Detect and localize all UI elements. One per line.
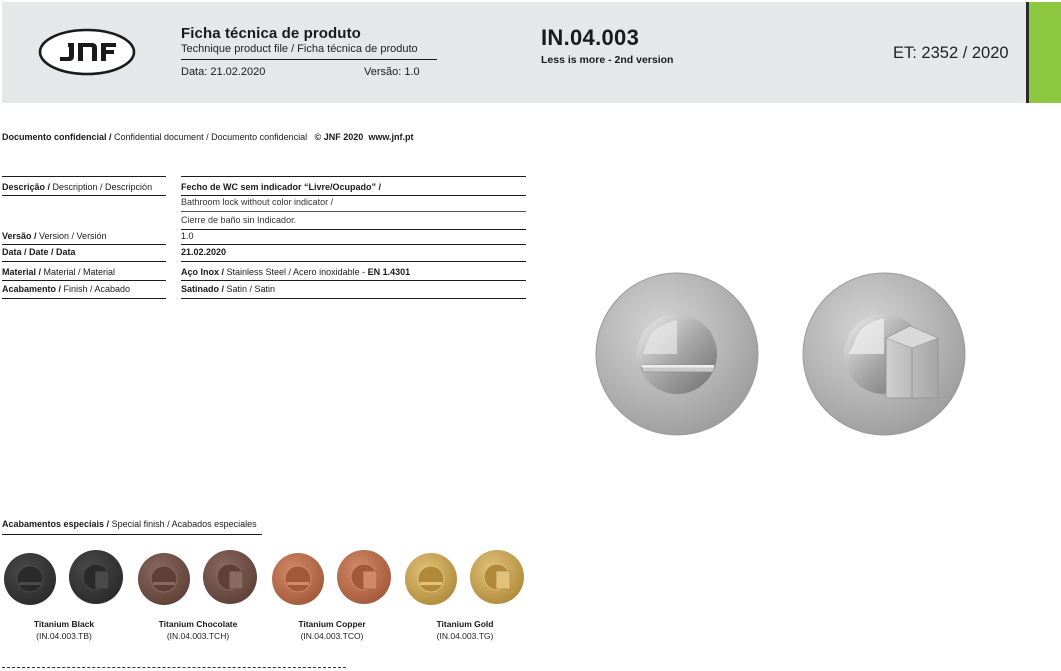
finish-swatch-pair [136, 549, 260, 607]
spec-label: Versão / [2, 231, 37, 241]
table-rule [181, 298, 526, 299]
rosette-outside [596, 273, 758, 435]
table-rule [2, 195, 166, 196]
finish-code: (IN.04.003.TCH) [166, 631, 230, 641]
spec-value-en: EN 1.4301 [367, 267, 411, 277]
spec-label-rest: Version / Versión [36, 231, 107, 241]
spec-value: Aço Inox / [181, 267, 225, 277]
spec-label-rest: Material / Material [41, 267, 116, 277]
table-rule [2, 244, 166, 245]
finish-code: (IN.04.003.TB) [36, 631, 92, 641]
copyright: © JNF 2020 [314, 132, 364, 142]
table-rule [2, 298, 166, 299]
title-divider [181, 59, 437, 60]
table-rule [181, 280, 526, 281]
spec-label: Data / Date / Data [2, 247, 76, 257]
table-rule [2, 280, 166, 281]
table-rule [181, 244, 526, 245]
finish-code: (IN.04.003.TG) [436, 631, 494, 641]
rosette-inside [803, 273, 965, 435]
special-title-bold: Acabamentos especiais / [2, 519, 110, 529]
table-rule [181, 211, 526, 212]
spec-label: Acabamento / [2, 284, 62, 294]
finish-name: Titanium Gold [436, 619, 494, 629]
document-version: Versão: 1.0 [364, 66, 420, 78]
et-code: ET: 2352 / 2020 [893, 44, 1009, 62]
page-title: Ficha técnica de produto [181, 25, 361, 42]
dashed-separator [2, 667, 346, 668]
finish-swatch-pair [403, 549, 527, 607]
spec-value-rest: Satin / Satin [224, 284, 276, 294]
spec-value: Satinado / [181, 284, 225, 294]
special-finishes-title [2, 519, 257, 529]
special-finishes-divider [2, 534, 262, 535]
page-subtitle: Technique product file / Ficha técnica de produto [181, 43, 418, 55]
table-rule [181, 195, 526, 196]
jnf-logo [38, 28, 136, 76]
spec-label-rest: Description / Descripción [50, 182, 153, 192]
table-rule [181, 229, 526, 230]
header-banner [2, 2, 1031, 103]
confidential-bold: Documento confidencial / [2, 132, 112, 142]
special-title-rest: Special finish / Acabados especiales [109, 519, 257, 529]
product-image [590, 262, 970, 447]
spec-value-rest: Stainless Steel / Acero inoxidable - [224, 267, 368, 277]
table-rule [181, 176, 526, 177]
finish-swatch-pair [270, 549, 394, 607]
spec-value: Cierre de baño sin Indicador. [181, 215, 297, 225]
product-tagline: Less is more - 2nd version [541, 54, 674, 66]
confidential-rest: Confidential document / Documento confidencial [111, 132, 308, 142]
finish-name: Titanium Black [33, 619, 95, 629]
spec-value: Fecho de WC sem indicador “Livre/Ocupado” / [181, 182, 382, 192]
spec-value: Bathroom lock without color indicator / [181, 197, 334, 207]
spec-label-rest: Finish / Acabado [61, 284, 131, 294]
finish-swatch-pair [2, 549, 126, 607]
table-rule [181, 261, 526, 262]
finish-name: Titanium Chocolate [158, 619, 238, 629]
table-rule [2, 176, 166, 177]
document-date: Data: 21.02.2020 [181, 66, 266, 78]
spec-value: 1.0 [181, 231, 194, 241]
spec-label: Descrição / [2, 182, 51, 192]
product-code: IN.04.003 [541, 25, 640, 50]
website-link[interactable]: www.jnf.pt [368, 132, 414, 142]
header-accent-bar [1029, 2, 1061, 103]
table-rule [2, 261, 166, 262]
finish-code: (IN.04.003.TCO) [300, 631, 364, 641]
finish-name: Titanium Copper [298, 619, 366, 629]
spec-value: 21.02.2020 [181, 247, 227, 257]
spec-label: Material / [2, 267, 42, 277]
confidential-notice [2, 132, 414, 142]
